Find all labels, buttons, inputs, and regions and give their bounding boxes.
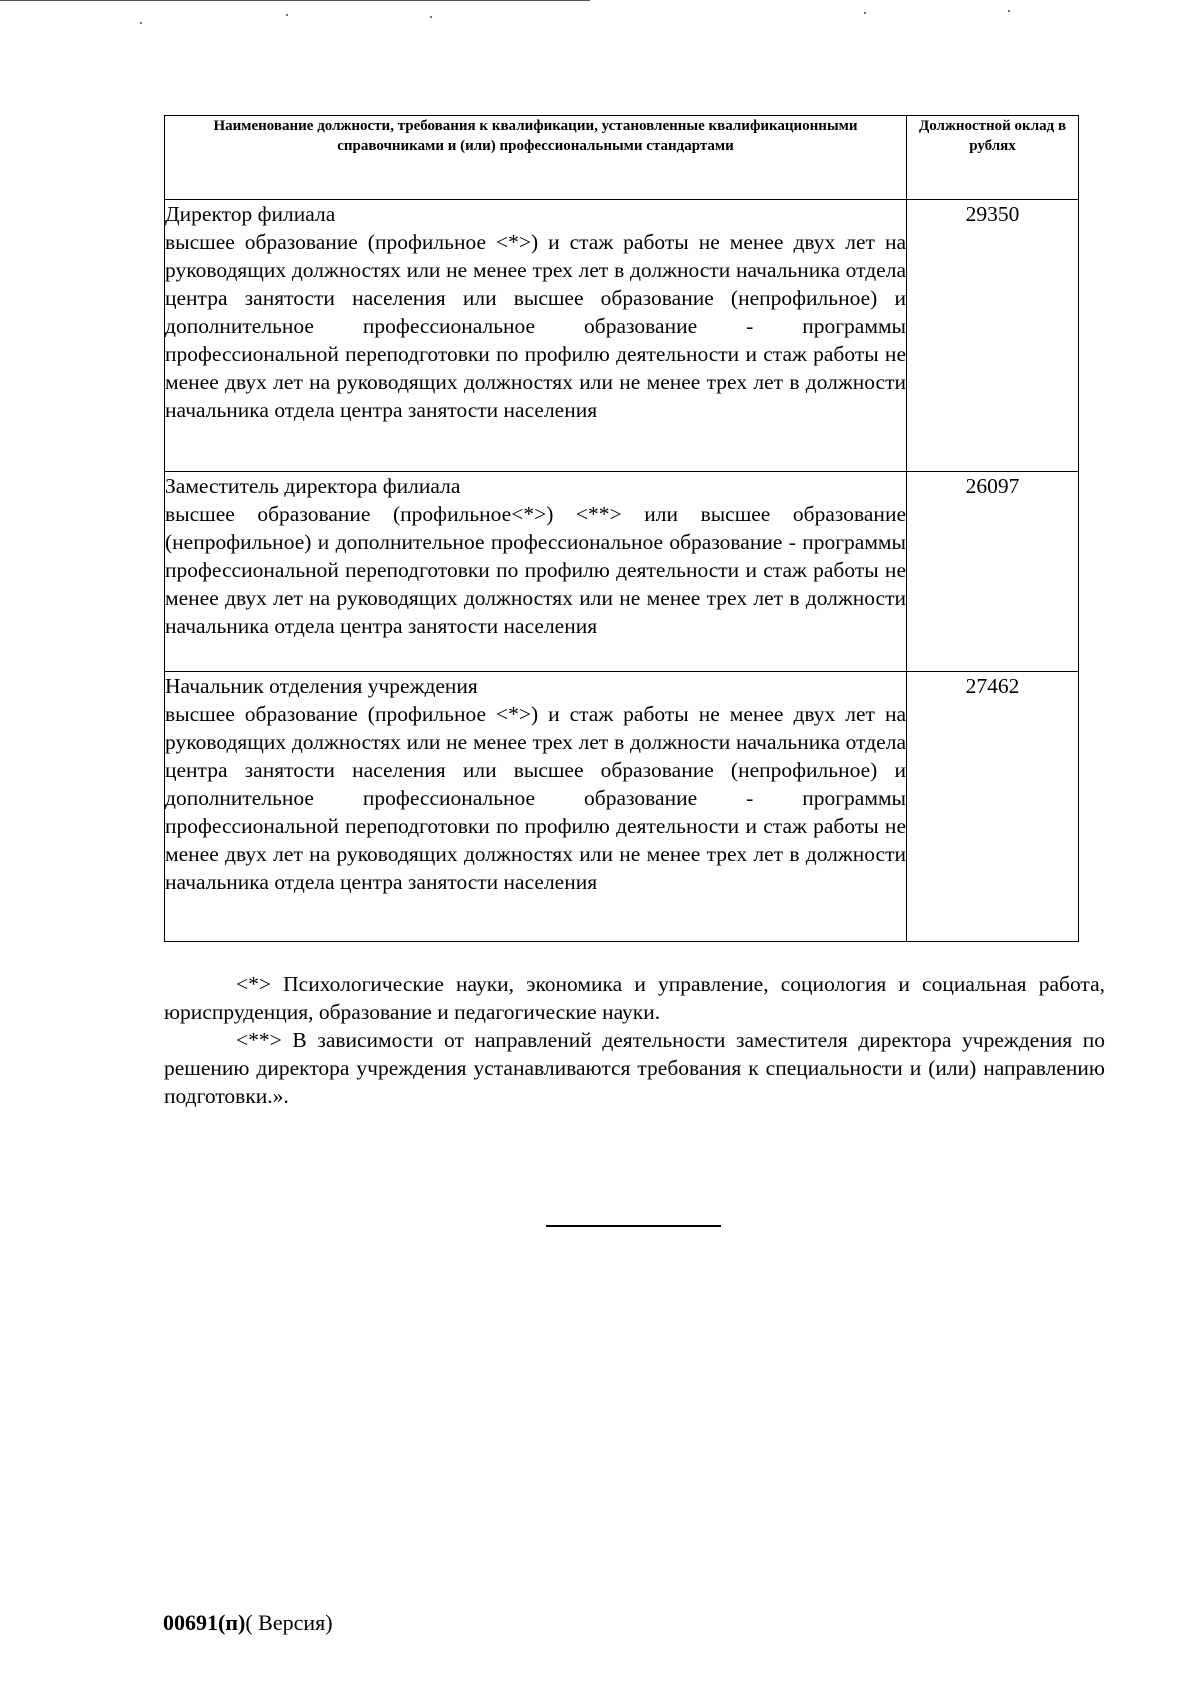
table-row xyxy=(165,200,1079,472)
table-row xyxy=(165,472,1079,672)
table-header-row xyxy=(165,116,1079,200)
scan-speck xyxy=(1008,10,1010,12)
position-title: Директор филиала xyxy=(165,202,336,226)
scan-speck xyxy=(864,12,866,14)
document-version: ( Версия) xyxy=(245,1610,333,1635)
header-salary: Должностной оклад в рублях xyxy=(907,116,1079,200)
document-number: 00691(п) xyxy=(163,1610,246,1635)
position-requirements: высшее образование (профильное <*>) и стаж работы не менее двух лет на руководящих должностях или не менее трех лет в должности начальника отдела центра занятости населения или высшее образование (непрофильное) и дополнительное профессиональное образование - программы профессиональной переподготовки по профилю деятельности и стаж работы не менее двух лет на руководящих должностях или не менее трех лет в должности начальника отдела центра занятости населения xyxy=(165,230,906,422)
position-cell xyxy=(165,672,907,942)
scan-speck xyxy=(140,22,142,24)
position-title: Заместитель директора филиала xyxy=(165,474,461,498)
scan-speck xyxy=(286,14,288,16)
position-cell xyxy=(165,200,907,472)
footnote-profile: <*> Психологические науки, экономика и управление, социология и социальная работа, юриспруденция, образование и педагогические науки. xyxy=(164,972,1105,1024)
position-title: Начальник отделения учреждения xyxy=(165,674,478,698)
position-requirements: высшее образование (профильное<*>) <**> или высшее образование (непрофильное) и дополнительное профессиональное образование - программы профессиональной переподготовки по профилю деятельности и стаж работы не менее двух лет на руководящих должностях или не менее трех лет в должности начальника отдела центра занятости населения xyxy=(165,502,906,638)
positions-table xyxy=(164,115,1079,942)
header-position-name: Наименование должности, требования к квалификации, установленные квалификационными справочниками и (или) профессиональными стандартами xyxy=(165,116,907,200)
salary-value: 26097 xyxy=(907,472,1079,672)
footnotes xyxy=(164,970,1105,1110)
document-code xyxy=(163,1609,333,1637)
scan-speck xyxy=(430,16,432,18)
separator-line xyxy=(546,1225,721,1227)
position-cell xyxy=(165,472,907,672)
salary-value: 27462 xyxy=(907,672,1079,942)
position-requirements: высшее образование (профильное <*>) и стаж работы не менее двух лет на руководящих должностях или не менее трех лет в должности начальника отдела центра занятости населения или высшее образование (непрофильное) и дополнительное профессиональное образование - программы профессиональной переподготовки по профилю деятельности и стаж работы не менее двух лет на руководящих должностях или не менее трех лет в должности начальника отдела центра занятости населения xyxy=(165,702,906,894)
table-row xyxy=(165,672,1079,942)
scan-edge-line xyxy=(0,0,590,1)
footnote-deputy: <**> В зависимости от направлений деятельности заместителя директора учреждения по решению директора учреждения устанавливаются требования к специальности и (или) направлению подготовки.». xyxy=(164,1028,1105,1108)
salary-value: 29350 xyxy=(907,200,1079,472)
